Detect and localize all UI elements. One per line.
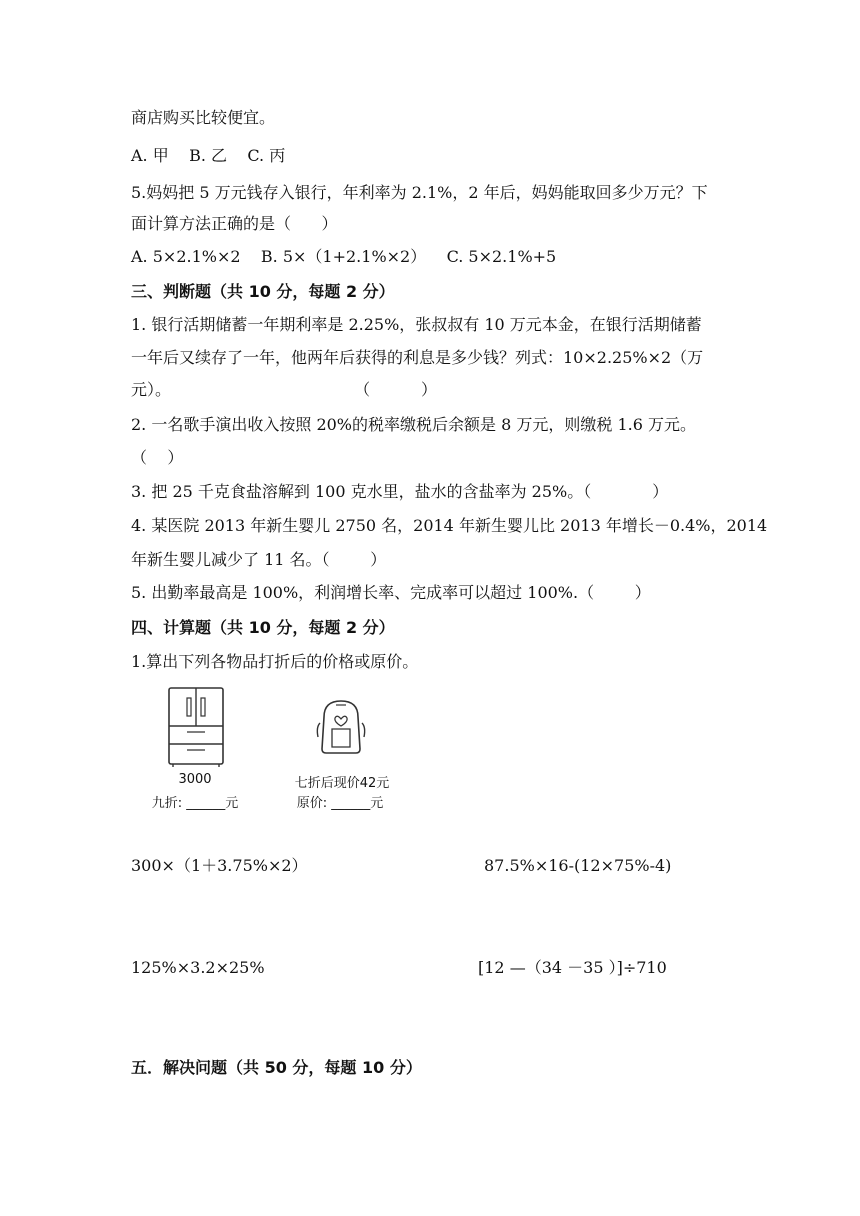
fridge-price: 3000: [178, 772, 212, 787]
judge-1-line-b: 一年后又续存了一年，他两年后获得的利息是多少钱？列式：10×2.25%×2（万: [131, 348, 704, 367]
expression-2: 87.5%×16-(12×75%-4): [484, 856, 672, 875]
judge-1-line-a: 1. 银行活期储蓄一年期利率是 2.25%，张叔叔有 10 万元本金，在银行活期储蓄: [131, 315, 702, 334]
line-l2: A. 甲 B. 乙 C. 丙: [131, 146, 286, 165]
fridge-icon: [167, 686, 227, 768]
calc-1-prompt: 1.算出下列各物品打折后的价格或原价。: [131, 652, 419, 671]
backpack-original-label: 原价: ______元: [296, 796, 384, 811]
fridge-discount-label: 九折: ______元: [151, 796, 239, 811]
judge-3: 3. 把 25 千克食盐溶解到 100 克水里，盐水的含盐率为 25%。（ ）: [131, 482, 669, 501]
section-heading-4: 四、计算题（共 10 分，每题 2 分）: [131, 618, 395, 637]
judge-2-line-b: （ ）: [131, 448, 184, 467]
line-l1: 商店购买比较便宜。: [131, 108, 276, 127]
backpack-price: 七折后现价42元: [294, 776, 390, 791]
judge-5: 5. 出勤率最高是 100%，利润增长率、完成率可以超过 100%.（ ）: [131, 583, 651, 602]
section-heading-3: 三、判断题（共 10 分，每题 2 分）: [131, 282, 395, 301]
backpack-icon: [314, 697, 368, 755]
expression-4: [12 —（34 －35 ）]÷710: [478, 958, 667, 977]
line-l5: A. 5×2.1%×2 B. 5×（1+2.1%×2） C. 5×2.1%+5: [131, 247, 557, 266]
expression-3: 125%×3.2×25%: [131, 958, 265, 977]
judge-4-line-b: 年新生婴儿减少了 11 名。（ ）: [131, 550, 387, 569]
section-heading-5: 五．解决问题（共 50 分，每题 10 分）: [131, 1058, 422, 1077]
judge-4-line-a: 4. 某医院 2013 年新生婴儿 2750 名，2014 年新生婴儿比 2013 年增长－0.4%，2014: [131, 516, 768, 535]
judge-2-line-a: 2. 一名歌手演出收入按照 20%的税率缴税后余额是 8 万元，则缴税 1.6 万元。: [131, 415, 696, 434]
judge-1-line-c: 元）。 （ ）: [131, 380, 437, 399]
expression-1: 300×（1＋3.75%×2）: [131, 856, 308, 875]
line-l3: 5.妈妈把 5 万元钱存入银行，年利率为 2.1%，2 年后，妈妈能取回多少万元？下: [131, 183, 708, 202]
line-l4: 面计算方法正确的是（ ）: [131, 214, 338, 233]
